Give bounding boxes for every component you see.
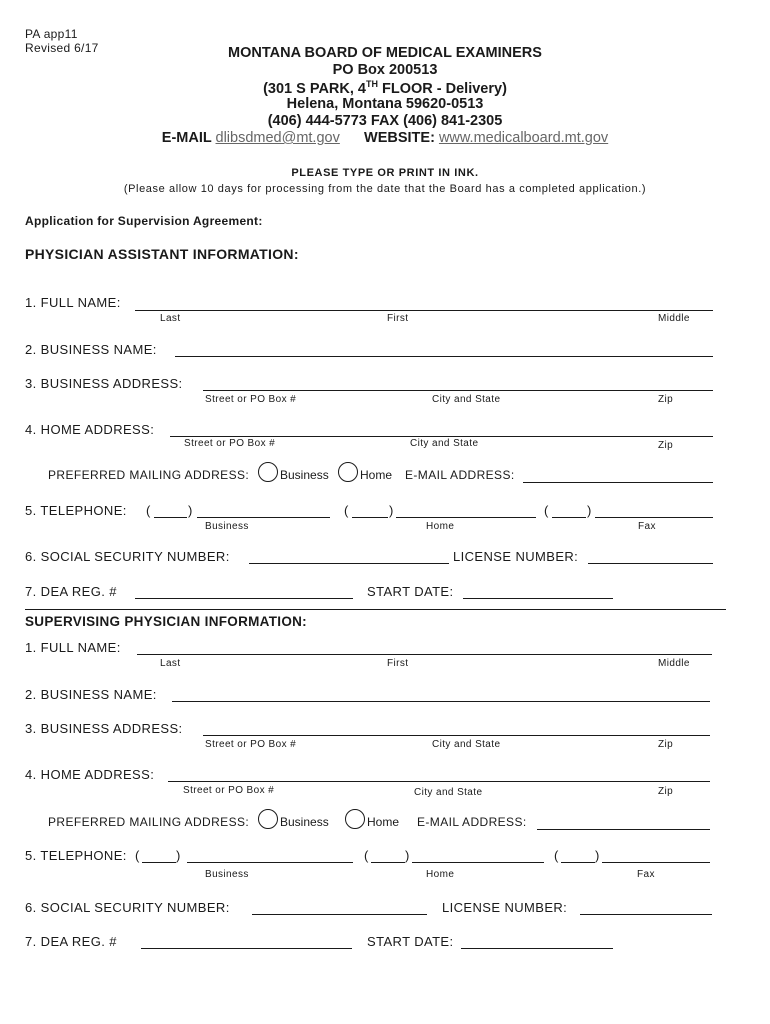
sp-email-field[interactable] xyxy=(537,829,710,830)
pa-business-address-label: 3. BUSINESS ADDRESS: xyxy=(25,376,183,391)
sp-business-name-field[interactable] xyxy=(172,701,710,702)
pa-mail-business-radio[interactable] xyxy=(258,462,278,482)
sp-tel-home-number[interactable] xyxy=(412,862,544,863)
pa-tel-home-paren-close: ) xyxy=(389,503,394,518)
pa-ba-city-caption: City and State xyxy=(432,394,501,405)
pa-ha-street-caption: Street or PO Box # xyxy=(184,438,276,449)
sp-ssn-label: 6. SOCIAL SECURITY NUMBER: xyxy=(25,900,230,915)
sp-tel-business-number[interactable] xyxy=(187,862,353,863)
pa-home-address-field[interactable] xyxy=(170,436,713,437)
sp-first-caption: First xyxy=(387,658,409,669)
sp-business-address-label: 3. BUSINESS ADDRESS: xyxy=(25,721,183,736)
pa-mail-business-label: Business xyxy=(280,468,329,482)
form-revised: Revised 6/17 xyxy=(25,41,99,55)
pa-dea-field[interactable] xyxy=(135,598,353,599)
sp-section-title: SUPERVISING PHYSICIAN INFORMATION: xyxy=(25,614,307,629)
sp-tel-business-caption: Business xyxy=(205,869,249,880)
pa-full-name-field[interactable] xyxy=(135,310,713,311)
sp-middle-caption: Middle xyxy=(658,658,690,669)
pa-license-label: LICENSE NUMBER: xyxy=(453,549,579,564)
pa-ha-city-caption: City and State xyxy=(410,438,479,449)
pa-tel-business-area[interactable] xyxy=(154,517,187,518)
pa-start-label: START DATE: xyxy=(367,584,454,599)
sp-ha-street-caption: Street or PO Box # xyxy=(183,785,275,796)
pa-tel-fax-paren-close: ) xyxy=(587,503,592,518)
sp-tel-business-area[interactable] xyxy=(142,862,176,863)
pa-mail-home-label: Home xyxy=(360,468,393,482)
pa-business-address-field[interactable] xyxy=(203,390,713,391)
sp-tel-home-area[interactable] xyxy=(371,862,405,863)
sp-start-field[interactable] xyxy=(461,948,613,949)
board-street: (301 S PARK, 4TH FLOOR - Delivery) xyxy=(263,79,507,97)
board-contact xyxy=(0,130,770,146)
sp-ha-zip-caption: Zip xyxy=(658,786,674,797)
sp-tel-home-paren-close: ) xyxy=(405,848,410,863)
pa-tel-business-caption: Business xyxy=(205,521,249,532)
sp-mail-home-label: Home xyxy=(367,815,400,829)
pa-tel-home-number[interactable] xyxy=(396,517,536,518)
board-email-link[interactable]: dlibsdmed@mt.gov xyxy=(215,130,340,146)
sp-tel-business-paren-open: ( xyxy=(135,848,140,863)
board-website-link[interactable]: www.medicalboard.mt.gov xyxy=(438,130,609,146)
board-city: Helena, Montana 59620-0513 xyxy=(286,96,484,112)
pa-tel-home-paren-open: ( xyxy=(344,503,349,518)
pa-business-name-field[interactable] xyxy=(175,356,713,357)
sp-mail-business-label: Business xyxy=(280,815,329,829)
pa-tel-business-paren-open: ( xyxy=(146,503,151,518)
processing-notice: (Please allow 10 days for processing from the date that the Board has a completed application.) xyxy=(123,183,647,195)
board-phone-fax: (406) 444-5773 FAX (406) 841-2305 xyxy=(267,113,503,129)
pa-mail-home-radio[interactable] xyxy=(338,462,358,482)
type-print-notice: PLEASE TYPE OR PRINT IN INK. xyxy=(291,167,479,179)
sp-telephone-label: 5. TELEPHONE: xyxy=(25,848,127,863)
application-title: Application for Supervision Agreement: xyxy=(25,214,263,228)
pa-tel-home-caption: Home xyxy=(426,521,455,532)
sp-full-name-label: 1. FULL NAME: xyxy=(25,640,121,655)
pa-ssn-field[interactable] xyxy=(249,563,449,564)
sp-tel-fax-caption: Fax xyxy=(637,869,655,880)
pa-preferred-label: PREFERRED MAILING ADDRESS: xyxy=(48,468,250,482)
pa-tel-business-paren-close: ) xyxy=(188,503,193,518)
sp-last-caption: Last xyxy=(160,658,181,669)
pa-full-name-label: 1. FULL NAME: xyxy=(25,295,121,310)
pa-tel-fax-caption: Fax xyxy=(638,521,656,532)
pa-last-caption: Last xyxy=(160,313,181,324)
sp-tel-business-paren-close: ) xyxy=(176,848,181,863)
pa-ssn-label: 6. SOCIAL SECURITY NUMBER: xyxy=(25,549,230,564)
sp-ha-city-caption: City and State xyxy=(414,787,483,798)
sp-tel-fax-number[interactable] xyxy=(602,862,710,863)
section-divider xyxy=(25,609,726,610)
sp-ba-city-caption: City and State xyxy=(432,739,501,750)
pa-telephone-label: 5. TELEPHONE: xyxy=(25,503,127,518)
form-code: PA app11 xyxy=(25,27,78,41)
pa-middle-caption: Middle xyxy=(658,313,690,324)
sp-home-address-field[interactable] xyxy=(168,781,710,782)
pa-tel-fax-number[interactable] xyxy=(595,517,713,518)
pa-tel-business-number[interactable] xyxy=(197,517,330,518)
sp-tel-fax-paren-close: ) xyxy=(595,848,600,863)
sp-mail-home-radio[interactable] xyxy=(345,809,365,829)
pa-ba-zip-caption: Zip xyxy=(658,394,674,405)
sp-ba-street-caption: Street or PO Box # xyxy=(205,739,297,750)
sp-tel-home-paren-open: ( xyxy=(364,848,369,863)
sp-tel-fax-paren-open: ( xyxy=(554,848,559,863)
sp-ba-zip-caption: Zip xyxy=(658,739,674,750)
sp-home-address-label: 4. HOME ADDRESS: xyxy=(25,767,155,782)
sp-dea-label: 7. DEA REG. # xyxy=(25,934,117,949)
pa-email-label: E-MAIL ADDRESS: xyxy=(405,468,515,482)
sp-business-name-label: 2. BUSINESS NAME: xyxy=(25,687,157,702)
website-label: WEBSITE: xyxy=(364,130,435,146)
pa-business-name-label: 2. BUSINESS NAME: xyxy=(25,342,157,357)
pa-start-field[interactable] xyxy=(463,598,613,599)
sp-ssn-field[interactable] xyxy=(252,914,427,915)
pa-ha-zip-caption: Zip xyxy=(658,440,674,451)
pa-ba-street-caption: Street or PO Box # xyxy=(205,394,297,405)
pa-email-field[interactable] xyxy=(523,482,713,483)
sp-license-label: LICENSE NUMBER: xyxy=(442,900,568,915)
pa-home-address-label: 4. HOME ADDRESS: xyxy=(25,422,155,437)
sp-full-name-field[interactable] xyxy=(137,654,712,655)
sp-preferred-label: PREFERRED MAILING ADDRESS: xyxy=(48,815,250,829)
sp-license-field[interactable] xyxy=(580,914,712,915)
email-label: E-MAIL xyxy=(161,130,212,146)
sp-business-address-field[interactable] xyxy=(203,735,710,736)
pa-tel-home-area[interactable] xyxy=(352,517,388,518)
pa-tel-fax-paren-open: ( xyxy=(544,503,549,518)
pa-section-title: PHYSICIAN ASSISTANT INFORMATION: xyxy=(25,246,299,262)
sp-tel-fax-area[interactable] xyxy=(561,862,595,863)
board-title: MONTANA BOARD OF MEDICAL EXAMINERS xyxy=(228,45,542,61)
sp-tel-home-caption: Home xyxy=(426,869,455,880)
pa-license-field[interactable] xyxy=(588,563,713,564)
pa-tel-fax-area[interactable] xyxy=(552,517,586,518)
pa-first-caption: First xyxy=(387,313,409,324)
board-pobox: PO Box 200513 xyxy=(332,62,438,78)
sp-dea-field[interactable] xyxy=(141,948,352,949)
sp-email-label: E-MAIL ADDRESS: xyxy=(417,815,527,829)
sp-start-label: START DATE: xyxy=(367,934,454,949)
sp-mail-business-radio[interactable] xyxy=(258,809,278,829)
pa-dea-label: 7. DEA REG. # xyxy=(25,584,117,599)
